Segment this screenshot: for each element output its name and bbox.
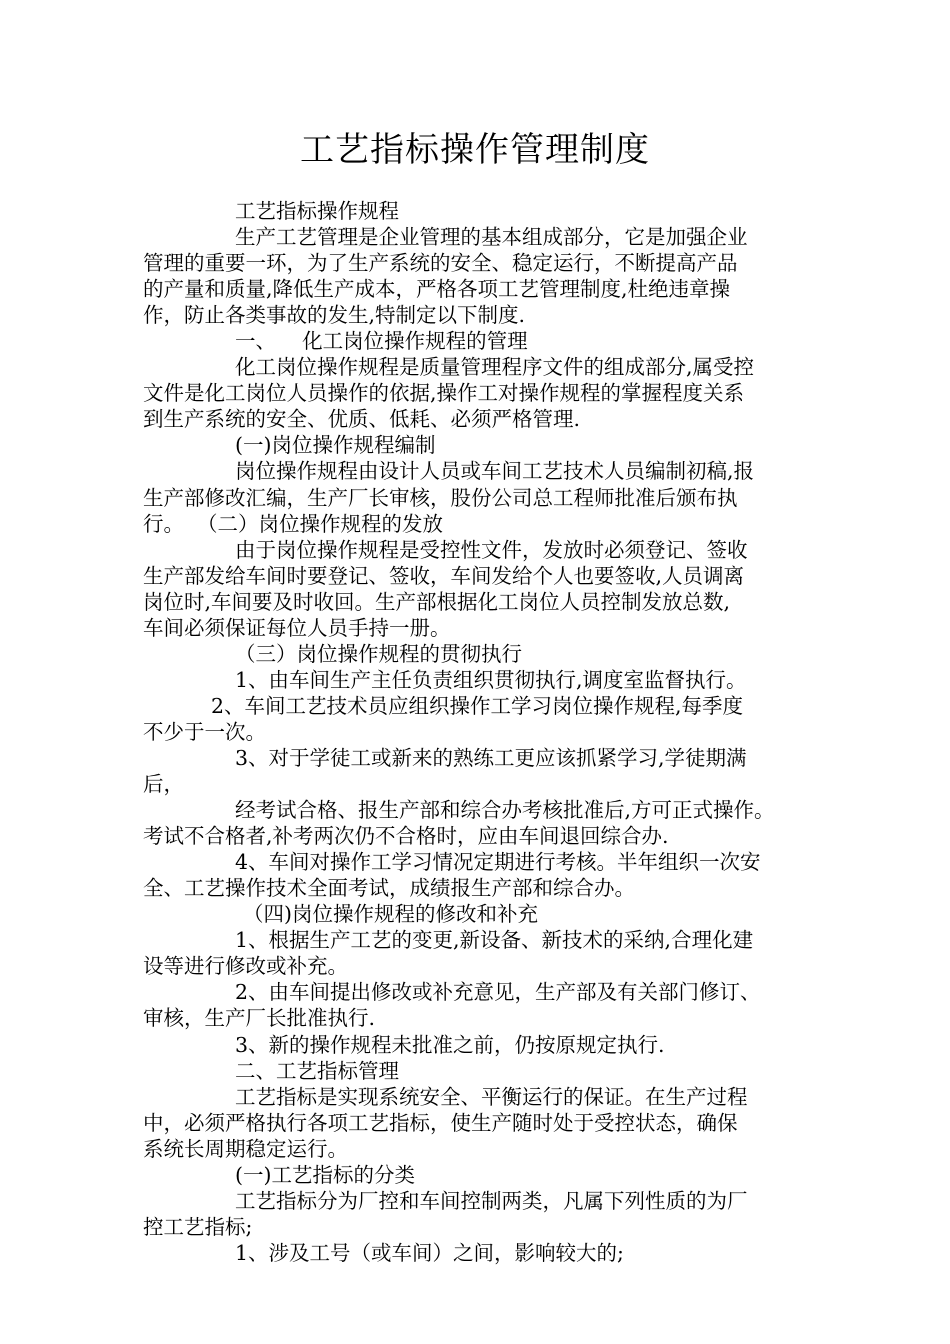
paragraph-line: 生产部发给车间时要登记、签收，车间发给个人也要签收,人员调离 (143, 563, 745, 588)
paragraph-line: 的产量和质量,降低生产成本，严格各项工艺管理制度,杜绝违章操 (143, 277, 731, 302)
section-heading: 二、工艺指标管理 (235, 1058, 399, 1083)
paragraph-line: 作，防止各类事故的发生,特制定以下制度. (143, 303, 526, 328)
list-item: 1、由车间生产主任负责组织贯彻执行,调度室监督执行。 (235, 667, 747, 692)
paragraph-line: 文件是化工岗位人员操作的依据,操作工对操作规程的掌握程度关系 (143, 381, 745, 406)
paragraph-line: 考试不合格者,补考两次仍不合格时，应由车间退回综合办. (143, 824, 669, 849)
list-item: 1、根据生产工艺的变更,新设备、新技术的采纳,合理化建 (235, 928, 754, 953)
paragraph-line: 岗位时,车间要及时收回。生产部根据化工岗位人员控制发放总数, (143, 589, 731, 614)
section-heading: 工艺指标操作规程 (235, 199, 399, 223)
paragraph-line: 不少于一次。 (143, 719, 266, 744)
paragraph-line: 审核，生产厂长批准执行. (143, 1006, 376, 1031)
list-item: 2、由车间提出修改或补充意见，生产部及有关部门修订、 (235, 980, 761, 1005)
document-title: 工艺指标操作管理制度 (300, 130, 650, 170)
paragraph-line: 车间必须保证每位人员手持一册。 (143, 615, 451, 640)
paragraph-line: 到生产系统的安全、优质、低耗、必须严格管理. (143, 407, 581, 432)
paragraph-line: 设等进行修改或补充。 (143, 954, 348, 979)
paragraph-line: 后， (143, 772, 184, 797)
paragraph-line: 控工艺指标; (143, 1214, 253, 1239)
paragraph-line: 生产部修改汇编，生产厂长审核，股份公司总工程师批准后颁布执 (143, 485, 738, 510)
paragraph-line: 由于岗位操作规程是受控性文件，发放时必须登记、签收 (235, 537, 748, 562)
list-item: 3、对于学徒工或新来的熟练工更应该抓紧学习,学徒期满 (235, 745, 747, 770)
paragraph-line: 工艺指标是实现系统安全、平衡运行的保证。在生产过程 (235, 1084, 748, 1109)
paragraph-line: 化工岗位操作规程是质量管理程序文件的组成部分,属受控 (235, 355, 755, 380)
paragraph-line: 生产工艺管理是企业管理的基本组成部分，它是加强企业 (235, 225, 748, 250)
paragraph-line: 工艺指标分为厂控和车间控制两类，凡属下列性质的为厂 (235, 1188, 748, 1213)
section-heading: 一、 化工岗位操作规程的管理 (235, 329, 528, 354)
paragraph-line: 经考试合格、报生产部和综合办考核批准后,方可正式操作。 (235, 798, 775, 823)
paragraph-line: 中，必须严格执行各项工艺指标，使生产随时处于受控状态，确保 (143, 1110, 738, 1135)
paragraph-line: 全、工艺操作技术全面考试，成绩报生产部和综合办。 (143, 876, 635, 901)
paragraph-line: 行。 （二）岗位操作规程的发放 (143, 511, 444, 536)
list-item: 2、车间工艺技术员应组织操作工学习岗位操作规程,每季度 (211, 693, 744, 718)
subsection-heading: （三）岗位操作规程的贯彻执行 (235, 641, 522, 666)
list-item: 3、新的操作规程未批准之前，仍按原规定执行. (235, 1032, 665, 1057)
subsection-heading: (一)工艺指标的分类 (235, 1162, 415, 1187)
paragraph-line: 岗位操作规程由设计人员或车间工艺技术人员编制初稿,报 (235, 459, 755, 484)
subsection-heading: （四)岗位操作规程的修改和补充 (243, 902, 538, 927)
paragraph-line: 系统长周期稳定运行。 (143, 1136, 348, 1161)
subsection-heading: (一)岗位操作规程编制 (235, 433, 436, 458)
paragraph-line: 管理的重要一环，为了生产系统的安全、稳定运行，不断提高产品 (143, 251, 738, 276)
list-item: 1、涉及工号（或车间）之间，影响较大的; (235, 1240, 624, 1265)
list-item: 4、车间对操作工学习情况定期进行考核。半年组织一次安 (235, 850, 761, 875)
document-body (143, 198, 813, 1266)
